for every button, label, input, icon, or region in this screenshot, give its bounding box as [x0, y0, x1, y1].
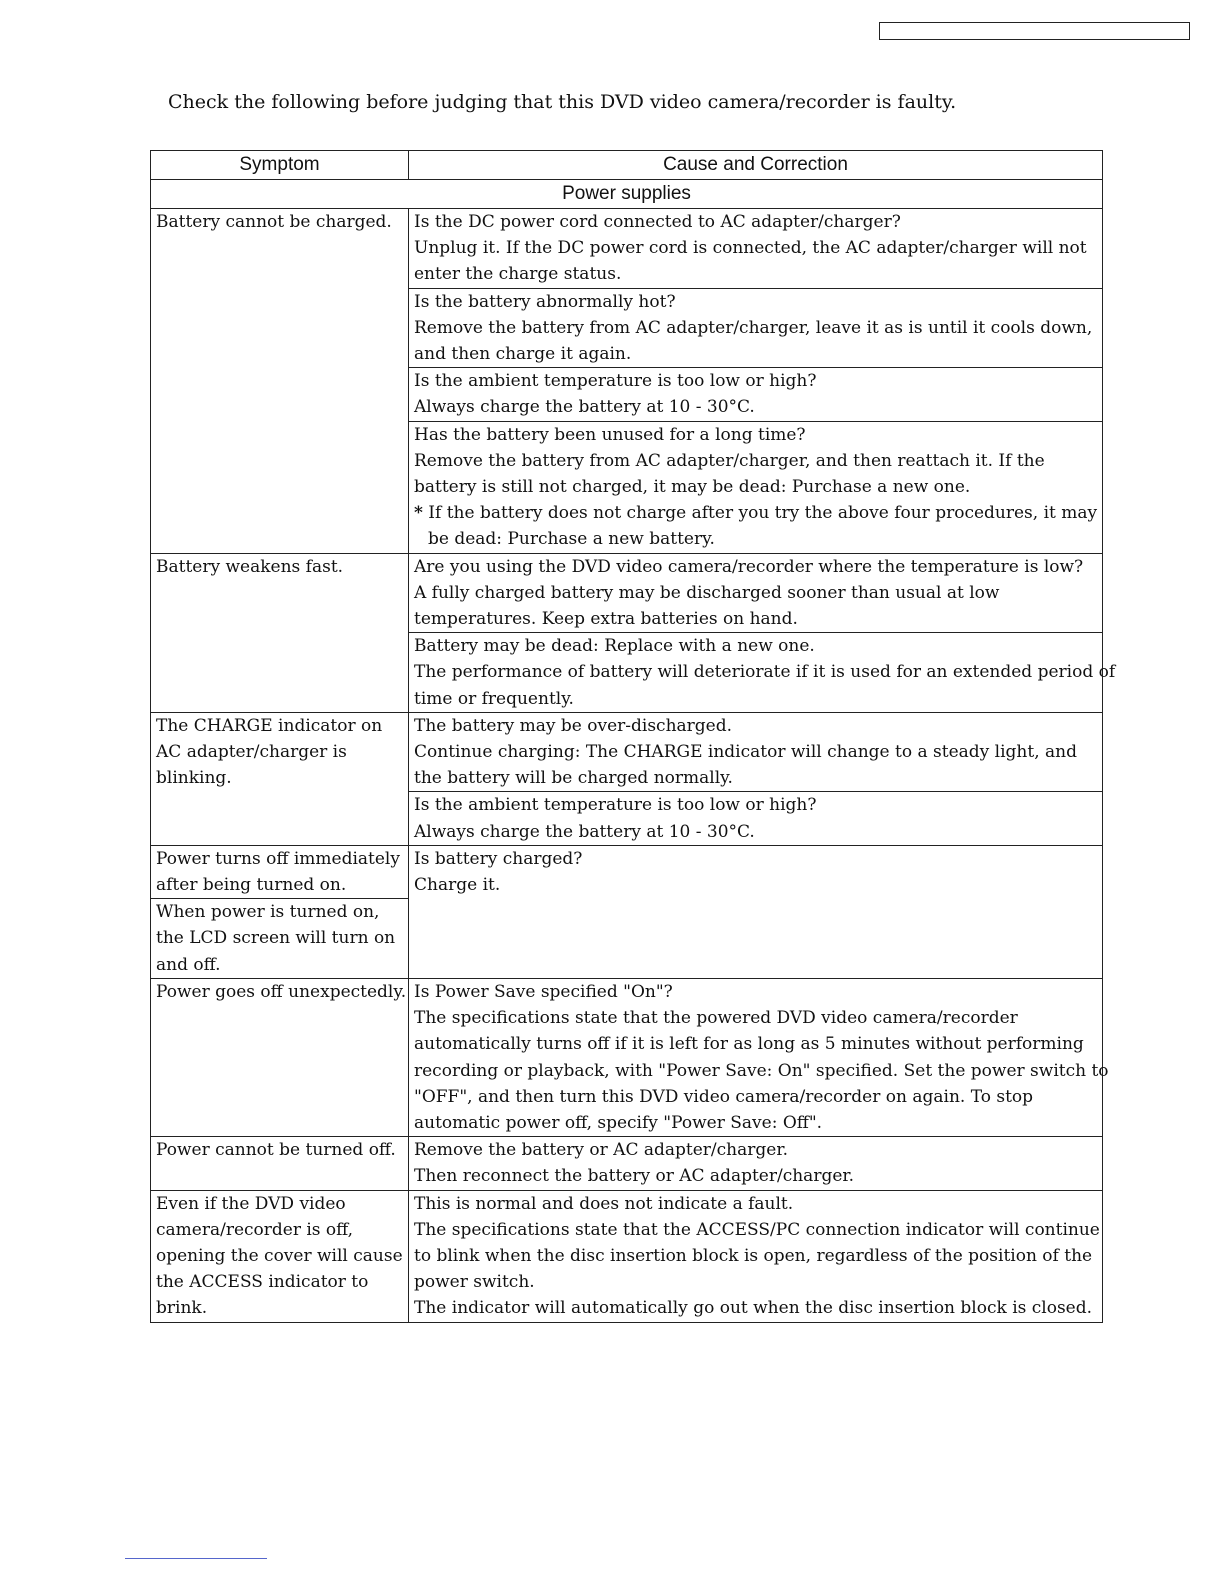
cause-line: time or frequently. — [414, 688, 574, 709]
cause-line: Remove the battery from AC adapter/charger, leave it as is until it cools down, — [414, 317, 1093, 338]
symptom-cell — [151, 1190, 409, 1322]
section-title: Power supplies — [151, 180, 1103, 209]
cause-cell — [409, 792, 1103, 845]
note-line-continued: be dead: Purchase a new battery. — [428, 529, 715, 550]
table-row — [151, 1190, 1103, 1322]
symptom-cell — [151, 845, 409, 898]
cause-line: temperatures. Keep extra batteries on hand. — [414, 609, 798, 630]
cause-cell — [409, 633, 1116, 713]
cause-line: Remove the battery or AC adapter/charger. — [414, 1140, 788, 1161]
symptom-line: Battery cannot be charged. — [156, 212, 392, 232]
symptom-cell — [151, 899, 409, 979]
note-star: * — [414, 503, 423, 524]
symptom-line: Power cannot be turned off. — [156, 1140, 396, 1161]
cause-line: The performance of battery will deteriorate if it is used for an extended period of — [414, 662, 1116, 683]
symptom-cell — [151, 553, 409, 712]
symptom-line: and off. — [156, 954, 221, 975]
table-row — [151, 553, 1103, 633]
header-symptom: Symptom — [151, 151, 409, 180]
cause-cell — [409, 845, 1103, 978]
table-header-row — [151, 151, 1103, 180]
note-line — [414, 500, 1097, 526]
cause-line: Has the battery been unused for a long time? — [414, 424, 806, 445]
cause-line: the battery will be charged normally. — [414, 768, 733, 789]
cause-line: Is the ambient temperature is too low or high? — [414, 795, 817, 816]
cause-line: Is Power Save specified "On"? — [414, 981, 673, 1002]
note-text: If the battery does not charge after you try the above four procedures, it may — [422, 503, 1098, 524]
table-row — [151, 978, 1103, 1136]
cause-line: This is normal and does not indicate a fault. — [414, 1193, 794, 1214]
cause-cell — [409, 1137, 1103, 1190]
symptom-cell — [151, 1137, 409, 1190]
cause-line: battery is still not charged, it may be dead: Purchase a new one. — [414, 477, 971, 498]
cause-line: The battery may be over-discharged. — [414, 715, 733, 736]
intro-text: Check the following before judging that this DVD video camera/recorder is faulty. — [168, 91, 957, 113]
table-row — [151, 712, 1103, 792]
cause-line: Unplug it. If the DC power cord is connected, the AC adapter/charger will not — [414, 238, 1087, 259]
cause-line: Charge it. — [414, 875, 501, 896]
cause-line: recording or playback, with "Power Save: On" specified. Set the power switch to — [414, 1060, 1109, 1081]
cause-line: Always charge the battery at 10 - 30°C. — [414, 821, 755, 842]
cause-cell — [409, 712, 1103, 792]
symptom-line: brink. — [156, 1298, 208, 1319]
cause-cell — [409, 288, 1103, 368]
header-box — [879, 22, 1190, 40]
cause-line: automatic power off, specify "Power Save: Off". — [414, 1112, 823, 1133]
cause-line: The specifications state that the powered DVD video camera/recorder — [414, 1008, 1018, 1029]
symptom-cell — [151, 712, 409, 845]
cause-cell — [409, 1190, 1103, 1322]
table-row — [151, 1137, 1103, 1190]
symptom-line: camera/recorder is off, — [156, 1219, 354, 1240]
cause-line: A fully charged battery may be discharged sooner than usual at low — [414, 582, 1000, 603]
section-row — [151, 180, 1103, 209]
cause-line: to blink when the disc insertion block is open, regardless of the position of the — [414, 1245, 1093, 1266]
cause-line: Battery may be dead: Replace with a new one. — [414, 636, 815, 657]
cause-cell — [409, 209, 1103, 289]
cause-line: Are you using the DVD video camera/recorder where the temperature is low? — [414, 556, 1084, 577]
footer-rule — [125, 1558, 267, 1559]
symptom-line: The CHARGE indicator on — [156, 715, 383, 736]
cause-line: The specifications state that the ACCESS/PC connection indicator will continue — [414, 1219, 1100, 1240]
symptom-cell — [151, 978, 409, 1136]
header-cause: Cause and Correction — [409, 151, 1103, 180]
symptom-line: opening the cover will cause — [156, 1245, 403, 1266]
cause-line: and then charge it again. — [414, 344, 632, 365]
cause-line: Continue charging: The CHARGE indicator will change to a steady light, and — [414, 742, 1077, 763]
cause-line: Then reconnect the battery or AC adapter/charger. — [414, 1166, 855, 1187]
cause-cell — [409, 553, 1103, 633]
symptom-line: after being turned on. — [156, 875, 347, 896]
cause-line: Is battery charged? — [414, 848, 583, 869]
symptom-line: AC adapter/charger is — [156, 742, 347, 763]
cause-cell — [409, 978, 1109, 1136]
cause-line: enter the charge status. — [414, 264, 622, 285]
cause-line: Is the ambient temperature is too low or high? — [414, 371, 817, 392]
symptom-line: the ACCESS indicator to — [156, 1272, 369, 1293]
cause-line: power switch. — [414, 1272, 535, 1293]
table-row — [151, 845, 1103, 898]
symptom-line: Battery weakens fast. — [156, 556, 344, 577]
cause-line: Remove the battery from AC adapter/charger, and then reattach it. If the — [414, 450, 1045, 471]
cause-line: Is the DC power cord connected to AC adapter/charger? — [414, 212, 901, 232]
symptom-line: blinking. — [156, 768, 232, 789]
symptom-line: the LCD screen will turn on — [156, 928, 396, 949]
symptom-line: Even if the DVD video — [156, 1193, 346, 1214]
symptom-line: When power is turned on, — [156, 902, 380, 923]
cause-line: Always charge the battery at 10 - 30°C. — [414, 397, 755, 418]
cause-cell — [409, 421, 1103, 553]
symptom-line: Power turns off immediately — [156, 848, 400, 869]
troubleshooting-table — [150, 150, 1116, 1323]
symptom-cell — [151, 209, 409, 554]
cause-line: The indicator will automatically go out when the disc insertion block is closed. — [414, 1298, 1093, 1319]
cause-line: "OFF", and then turn this DVD video camera/recorder on again. To stop — [414, 1086, 1034, 1107]
cause-line: Is the battery abnormally hot? — [414, 291, 676, 312]
table-row — [151, 209, 1103, 289]
cause-cell — [409, 368, 1103, 421]
symptom-line: Power goes off unexpectedly. — [156, 981, 407, 1002]
cause-line: automatically turns off if it is left for as long as 5 minutes without performing — [414, 1034, 1084, 1055]
